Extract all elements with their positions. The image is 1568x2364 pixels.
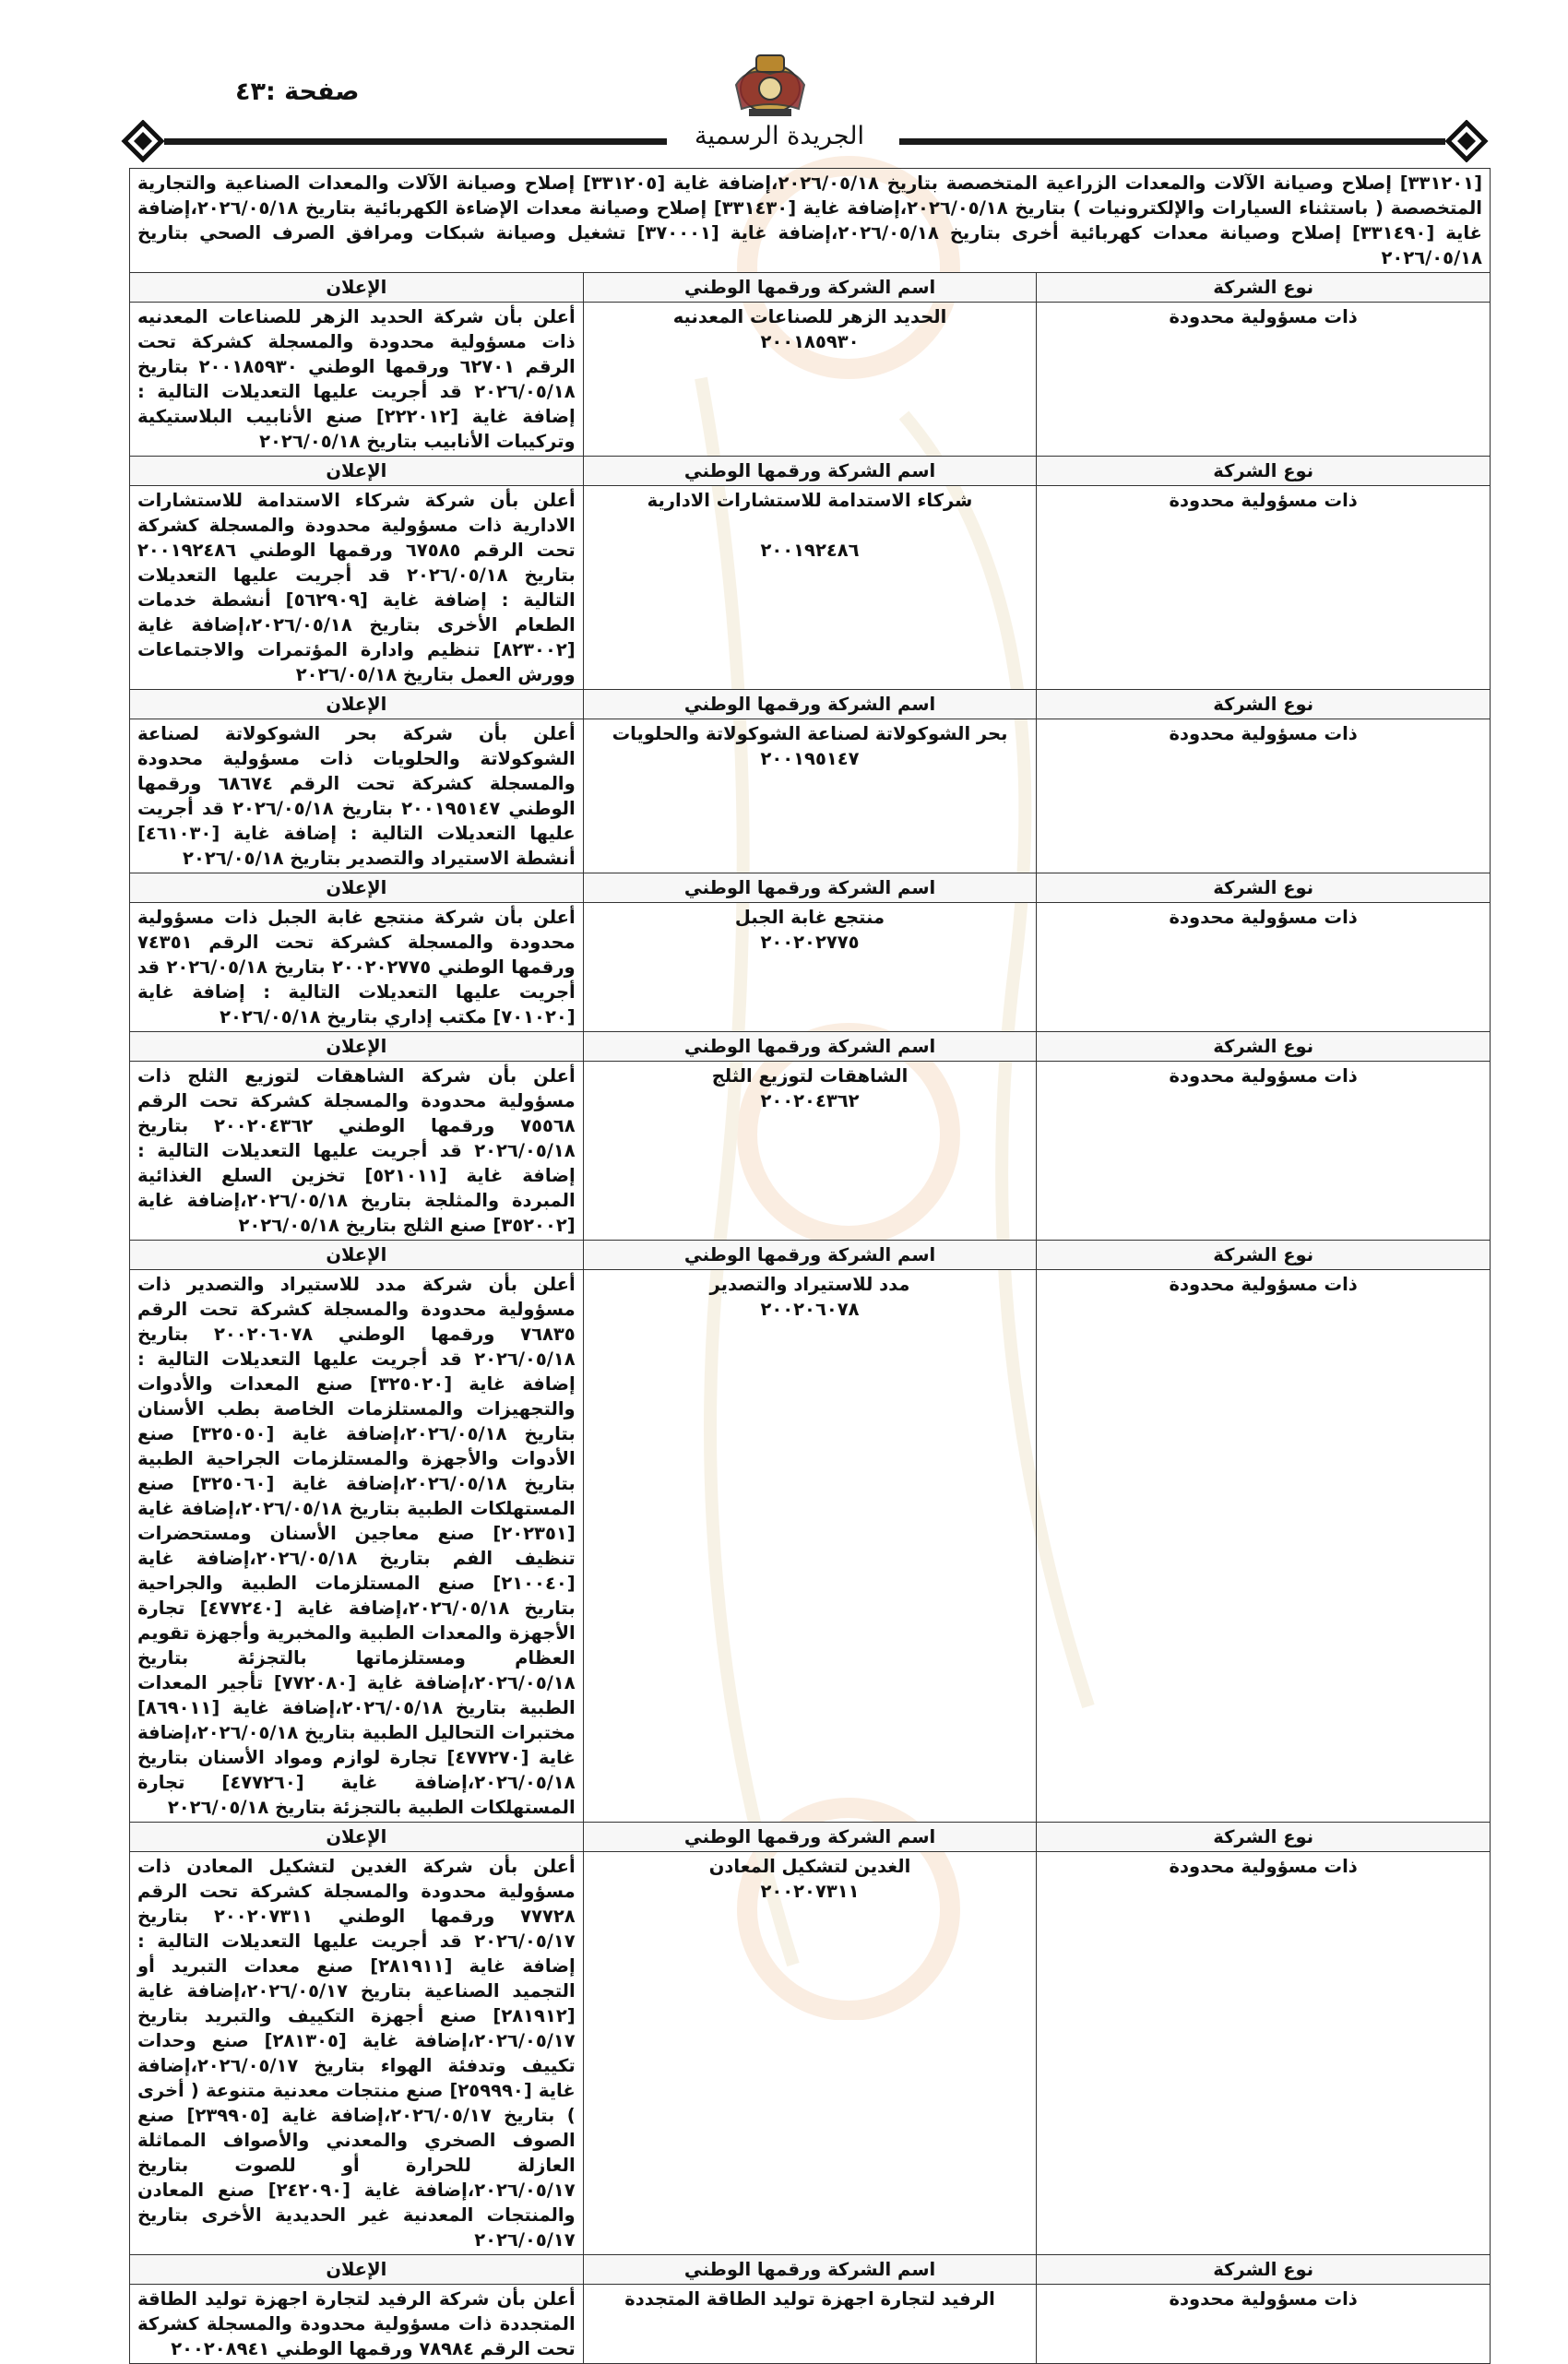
table-row (130, 486, 1491, 690)
company-name (583, 486, 1037, 690)
page-number: صفحة :٤٣ (235, 77, 360, 106)
company-name (583, 1062, 1037, 1241)
company-type: ذات مسؤولية محدودة (1037, 486, 1491, 690)
company-name (583, 303, 1037, 457)
header-row (130, 1823, 1491, 1852)
table-row (130, 2285, 1491, 2364)
header-name: اسم الشركة ورقمها الوطني (583, 690, 1037, 719)
announcements-table (129, 168, 1491, 2364)
jordan-coat-of-arms-icon (729, 48, 812, 120)
header-announcement: الإعلان (130, 873, 584, 903)
header-name: اسم الشركة ورقمها الوطني (583, 2255, 1037, 2285)
company-name-text: الشاهقات لتوزيع الثلج (711, 1065, 909, 1087)
header-type: نوع الشركة (1037, 2255, 1491, 2285)
table-row (130, 719, 1491, 873)
company-name-text: مدد للاستيراد والتصدير (709, 1274, 910, 1295)
header-row (130, 273, 1491, 303)
company-name (583, 719, 1037, 873)
company-type: ذات مسؤولية محدودة (1037, 2285, 1491, 2364)
table-row (130, 903, 1491, 1032)
header-name: اسم الشركة ورقمها الوطني (583, 1241, 1037, 1270)
company-type: ذات مسؤولية محدودة (1037, 1852, 1491, 2255)
national-id: ٢٠٠٢٠٢٧٧٥ (760, 932, 860, 953)
header-announcement: الإعلان (130, 690, 584, 719)
header-type: نوع الشركة (1037, 690, 1491, 719)
header-row (130, 690, 1491, 719)
header-name: اسم الشركة ورقمها الوطني (583, 457, 1037, 486)
announcement-text: أعلن بأن شركة مدد للاستيراد والتصدير ذات مسؤولية محدودة والمسجلة كشركة تحت الرقم ٧٦٨٣٥ ورقمها الوطني ٢٠٠٢٠٦٠٧٨ بتاريخ ٢٠٢٦/٠٥/١٨ قد أجريت عليها التعديلات التالية : إضافة غاية [٣٢٥٠٢٠] صنع المعدات والأدوات والتجهيزات والمستلزمات الخاصة بطب الأسنان بتاريخ ٢٠٢٦/٠٥/١٨،إضافة غاية [٣٢٥٠٥٠] صنع الأدوات والأجهزة والمستلزمات الجراحية الطبية بتاريخ ٢٠٢٦/٠٥/١٨،إضافة غاية [٣٢٥٠٦٠] صنع المستهلكات الطبية بتاريخ ٢٠٢٦/٠٥/١٨،إضافة غاية [٢٠٢٣٥١] صنع معاجين الأسنان ومستحضرات تنظيف الفم بتاريخ ٢٠٢٦/٠٥/١٨،إضافة غاية [٢١٠٠٤٠] صنع المستلزمات الطبية والجراحية بتاريخ ٢٠٢٦/٠٥/١٨،إضافة غاية [٤٧٧٢٤٠] تجارة الأجهزة والمعدات الطبية والمخبرية وأجهزة تقويم العظام ومستلزماتها بالتجزئة بتاريخ ٢٠٢٦/٠٥/١٨،إضافة غاية [٧٧٢٠٨٠] تأجير المعدات الطبية بتاريخ ٢٠٢٦/٠٥/١٨،إضافة غاية [٨٦٩٠١١] مختبرات التحاليل الطبية بتاريخ ٢٠٢٦/٠٥/١٨،إضافة غاية [٤٧٧٢٧٠] تجارة لوازم ومواد الأسنان بتاريخ ٢٠٢٦/٠٥/١٨،إضافة غاية [٤٧٧٢٦٠] تجارة المستهلكات الطبية بالتجزئة بتاريخ ٢٠٢٦/٠٥/١٨ (130, 1270, 584, 1823)
company-type: ذات مسؤولية محدودة (1037, 903, 1491, 1032)
table-row (130, 1062, 1491, 1241)
company-name (583, 903, 1037, 1032)
national-id: ٢٠٠٢٠٤٣٦٢ (760, 1090, 860, 1111)
national-id: ٢٠٠١٩٢٤٨٦ (760, 540, 860, 561)
announcement-text: أعلن بأن شركة الحديد الزهر للصناعات المعدنيه ذات مسؤولية محدودة والمسجلة كشركة تحت الرقم ٦٢٧٠١ ورقمها الوطني ٢٠٠١٨٥٩٣٠ بتاريخ ٢٠٢٦/٠٥/١٨ قد أجريت عليها التعديلات التالية : إضافة غاية [٢٢٢٠١٢] صنع الأنابيب البلاستيكية وتركيبات الأنابيب بتاريخ ٢٠٢٦/٠٥/١٨ (130, 303, 584, 457)
company-name-text: منتجع غابة الجبل (734, 907, 885, 928)
header-row (130, 457, 1491, 486)
company-name: الرفيد لتجارة اجهزة توليد الطاقة المتجددة (583, 2285, 1037, 2364)
header-type: نوع الشركة (1037, 873, 1491, 903)
header-name: اسم الشركة ورقمها الوطني (583, 1032, 1037, 1062)
header-type: نوع الشركة (1037, 457, 1491, 486)
header-announcement: الإعلان (130, 1032, 584, 1062)
announcement-text: أعلن بأن شركة شركاء الاستدامة للاستشارات الادارية ذات مسؤولية محدودة والمسجلة كشركة تحت الرقم ٦٧٥٨٥ ورقمها الوطني ٢٠٠١٩٢٤٨٦ بتاريخ ٢٠٢٦/٠٥/١٨ قد أجريت عليها التعديلات التالية : إضافة غاية [٥٦٢٩٠٩] أنشطة خدمات الطعام الأخرى بتاريخ ٢٠٢٦/٠٥/١٨،إضافة غاية [٨٢٣٠٠٢] تنظيم وادارة المؤتمرات والاجتماعات وورش العمل بتاريخ ٢٠٢٦/٠٥/١٨ (130, 486, 584, 690)
header-type: نوع الشركة (1037, 1241, 1491, 1270)
header-row (130, 873, 1491, 903)
national-id: ٢٠٠٢٠٧٣١١ (760, 1881, 860, 1902)
header-announcement: الإعلان (130, 1823, 584, 1852)
announcement-text: أعلن بأن شركة منتجع غابة الجبل ذات مسؤولية محدودة والمسجلة كشركة تحت الرقم ٧٤٣٥١ ورقمها الوطني ٢٠٠٢٠٢٧٧٥ بتاريخ ٢٠٢٦/٠٥/١٨ قد أجريت عليها التعديلات التالية : إضافة غاية [٧٠١٠٢٠] مكتب إداري بتاريخ ٢٠٢٦/٠٥/١٨ (130, 903, 584, 1032)
company-name-text: شركاء الاستدامة للاستشارات الادارية (647, 490, 973, 511)
header-announcement: الإعلان (130, 273, 584, 303)
table-row (130, 303, 1491, 457)
continuation-text: [٣٣١٢٠١] إصلاح وصيانة الآلات والمعدات الزراعية المتخصصة بتاريخ ٢٠٢٦/٠٥/١٨،إضافة غاية [٣٣١٢٠٥] إصلاح وصيانة الآلات والمعدات الصناعية والتجارية المتخصصة ( باستثناء السيارات والإلكترونيات ) بتاريخ ٢٠٢٦/٠٥/١٨،إضافة غاية [٣٣١٤٣٠] إصلاح وصيانة معدات الإضاءة الكهربائية بتاريخ ٢٠٢٦/٠٥/١٨،إضافة غاية [٣٣١٤٩٠] إصلاح وصيانة معدات كهربائية أخرى بتاريخ ٢٠٢٦/٠٥/١٨،إضافة غاية [٣٧٠٠٠١] تشغيل وصيانة شبكات ومرافق الصرف الصحي بتاريخ ٢٠٢٦/٠٥/١٨ (130, 169, 1491, 273)
header-announcement: الإعلان (130, 2255, 584, 2285)
header-announcement: الإعلان (130, 457, 584, 486)
company-name (583, 1852, 1037, 2255)
header-type: نوع الشركة (1037, 1032, 1491, 1062)
company-type: ذات مسؤولية محدودة (1037, 303, 1491, 457)
header-name: اسم الشركة ورقمها الوطني (583, 273, 1037, 303)
header-name: اسم الشركة ورقمها الوطني (583, 1823, 1037, 1852)
company-type: ذات مسؤولية محدودة (1037, 719, 1491, 873)
announcement-text: أعلن بأن شركة الغدين لتشكيل المعادن ذات مسؤولية محدودة والمسجلة كشركة تحت الرقم ٧٧٧٢٨ ورقمها الوطني ٢٠٠٢٠٧٣١١ بتاريخ ٢٠٢٦/٠٥/١٧ قد أجريت عليها التعديلات التالية : إضافة غاية [٢٨١٩١١] صنع معدات التبريد أو التجميد الصناعية بتاريخ ٢٠٢٦/٠٥/١٧،إضافة غاية [٢٨١٩١٢] صنع أجهزة التكييف والتبريد بتاريخ ٢٠٢٦/٠٥/١٧،إضافة غاية [٢٨١٣٠٥] صنع وحدات تكييف وتدفئة الهواء بتاريخ ٢٠٢٦/٠٥/١٧،إضافة غاية [٢٥٩٩٩٠] صنع منتجات معدنية متنوعة ( أخرى ) بتاريخ ٢٠٢٦/٠٥/١٧،إضافة غاية [٢٣٩٩٠٥] صنع الصوف الصخري والمعدني والأصواف المماثلة العازلة للحرارة أو للصوت بتاريخ ٢٠٢٦/٠٥/١٧،إضافة غاية [٢٤٢٠٩٠] صنع المعادن والمنتجات المعدنية غير الحديدية الأخرى بتاريخ ٢٠٢٦/٠٥/١٧ (130, 1852, 584, 2255)
announcement-text: أعلن بأن شركة الشاهقات لتوزيع الثلج ذات مسؤولية محدودة والمسجلة كشركة تحت الرقم ٧٥٥٦٨ ورقمها الوطني ٢٠٠٢٠٤٣٦٢ بتاريخ ٢٠٢٦/٠٥/١٨ قد أجريت عليها التعديلات التالية : إضافة غاية [٥٢١٠١١] تخزين السلع الغذائية المبردة والمثلجة بتاريخ ٢٠٢٦/٠٥/١٨،إضافة غاية [٣٥٢٠٠٢] صنع الثلج بتاريخ ٢٠٢٦/٠٥/١٨ (130, 1062, 584, 1241)
continuation-row (130, 169, 1491, 273)
company-type: ذات مسؤولية محدودة (1037, 1270, 1491, 1823)
announcement-text: أعلن بأن شركة بحر الشوكولاتة لصناعة الشوكولاتة والحلويات ذات مسؤولية محدودة والمسجلة كشركة تحت الرقم ٦٨٦٧٤ ورقمها الوطني ٢٠٠١٩٥١٤٧ بتاريخ ٢٠٢٦/٠٥/١٨ قد أجريت عليها التعديلات التالية : إضافة غاية [٤٦١٠٣٠] أنشطة الاستيراد والتصدير بتاريخ ٢٠٢٦/٠٥/١٨ (130, 719, 584, 873)
national-id: ٢٠٠٢٠٦٠٧٨ (760, 1299, 860, 1320)
company-name-text: بحر الشوكولاتة لصناعة الشوكولاتة والحلويات (612, 723, 1008, 744)
table-row (130, 1270, 1491, 1823)
header-row (130, 1241, 1491, 1270)
gazette-title: الجريدة الرسمية (695, 122, 864, 150)
table-row (130, 1852, 1491, 2255)
header-type: نوع الشركة (1037, 273, 1491, 303)
company-name (583, 1270, 1037, 1823)
header-announcement: الإعلان (130, 1241, 584, 1270)
header-type: نوع الشركة (1037, 1823, 1491, 1852)
national-id: ٢٠٠١٨٥٩٣٠ (760, 331, 860, 352)
header-row (130, 2255, 1491, 2285)
announcement-text: أعلن بأن شركة الرفيد لتجارة اجهزة توليد الطاقة المتجددة ذات مسؤولية محدودة والمسجلة كشركة تحت الرقم ٧٨٩٨٤ ورقمها الوطني ٢٠٠٢٠٨٩٤١ (130, 2285, 584, 2364)
company-type: ذات مسؤولية محدودة (1037, 1062, 1491, 1241)
company-name-text: الغدين لتشكيل المعادن (708, 1856, 911, 1877)
header-name: اسم الشركة ورقمها الوطني (583, 873, 1037, 903)
header-row (130, 1032, 1491, 1062)
ornament-knot-icon (120, 120, 166, 162)
ornament-knot-icon (1443, 120, 1490, 162)
national-id: ٢٠٠١٩٥١٤٧ (760, 748, 860, 769)
company-name-text: الحديد الزهر للصناعات المعدنيه (672, 306, 947, 327)
